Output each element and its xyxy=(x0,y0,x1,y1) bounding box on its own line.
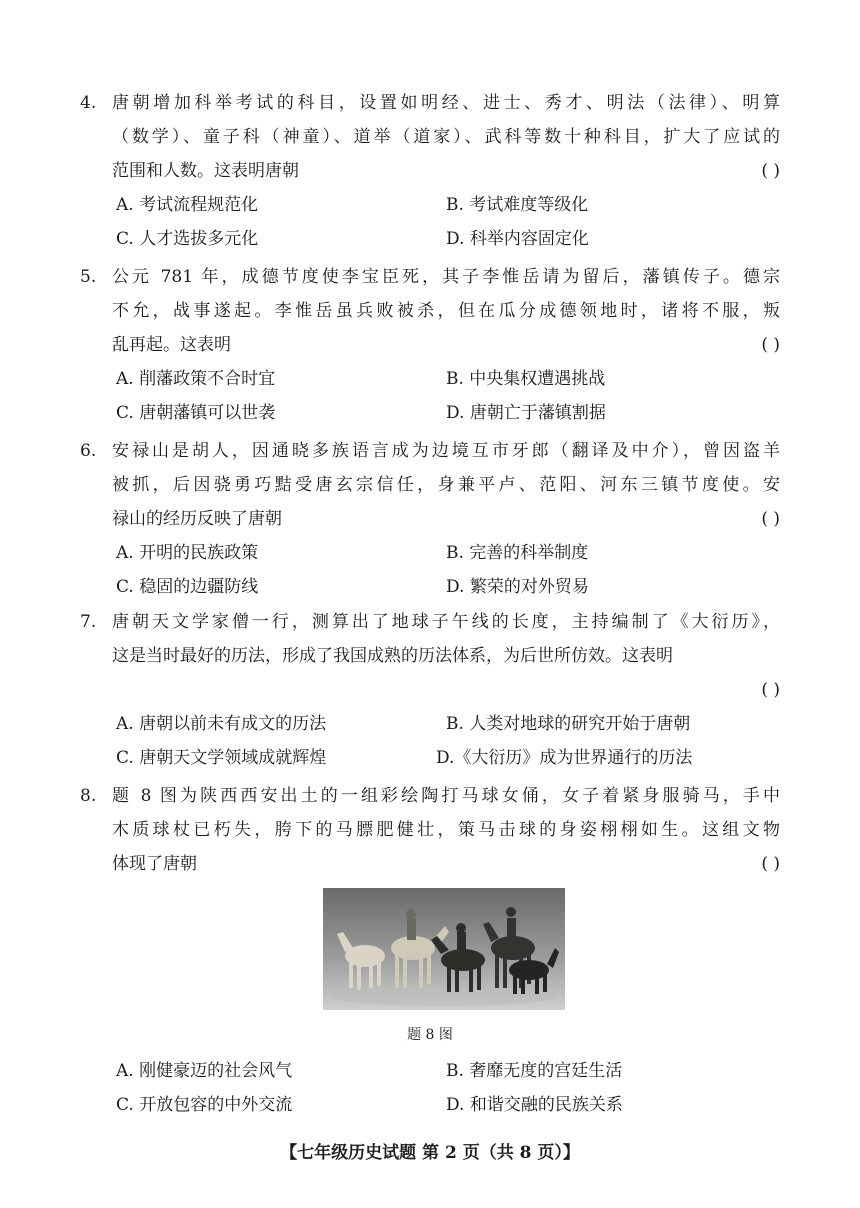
question-number: 7. xyxy=(80,612,97,632)
option-c: C. 人才选拔多元化 xyxy=(116,229,259,249)
question-text-line: 安禄山是胡人，因通晓多族语言成为边境互市牙郎（翻译及中介），曾因盗羊 xyxy=(112,441,780,461)
question-5 xyxy=(80,260,780,430)
figure-caption: 题 8 图 xyxy=(407,1027,453,1043)
question-number: 4. xyxy=(80,93,97,113)
page-footer: 【七年级历史试题 第 2 页（共 8 页）】 xyxy=(280,1143,580,1163)
question-text-line: 公元 781 年，成德节度使李宝臣死，其子李惟岳请为留后，藩镇传子。德宗 xyxy=(112,267,780,287)
question-text-line: 唐朝增加科举考试的科目，设置如明经、进士、秀才、明法（法律）、明算 xyxy=(112,93,780,113)
option-b: B. 考试难度等级化 xyxy=(446,195,589,215)
answer-blank: ( ) xyxy=(761,335,780,355)
answer-blank: ( ) xyxy=(761,854,780,874)
option-a: A. 考试流程规范化 xyxy=(116,195,259,215)
question-text-line: 被抓，后因骁勇巧黠受唐玄宗信任，身兼平卢、范阳、河东三镇节度使。安 xyxy=(112,475,780,495)
answer-blank: ( ) xyxy=(761,161,780,181)
question-text-line: 唐朝天文学家僧一行，测算出了地球子午线的长度，主持编制了《大衍历》， xyxy=(112,612,780,632)
question-text-line: 范围和人数。这表明唐朝 xyxy=(112,161,299,181)
option-c: C. 唐朝天文学领域成就辉煌 xyxy=(116,748,327,768)
option-d: D. 和谐交融的民族关系 xyxy=(446,1095,623,1115)
option-a: A. 刚健豪迈的社会风气 xyxy=(116,1061,293,1081)
question-text-line: 这是当时最好的历法，形成了我国成熟的历法体系，为后世所仿效。这表明 xyxy=(112,646,673,666)
polo-horse-figurines-photo xyxy=(323,888,565,1010)
question-text-line: （数学）、童子科（神童）、道举（道家）、武科等数十种科目，扩大了应试的 xyxy=(112,127,780,147)
option-b: B. 人类对地球的研究开始于唐朝 xyxy=(446,714,691,734)
option-b: B. 奢靡无度的宫廷生活 xyxy=(446,1061,623,1081)
question-number: 8. xyxy=(80,786,97,806)
question-8-options xyxy=(80,1054,780,1122)
question-text-line: 木质球杖已朽失，胯下的马膘肥健壮，策马击球的身姿栩栩如生。这组文物 xyxy=(112,820,780,840)
option-d: D. 科举内容固定化 xyxy=(446,229,589,249)
option-d: D. 繁荣的对外贸易 xyxy=(446,577,589,597)
option-b: B. 完善的科举制度 xyxy=(446,543,589,563)
question-text-line: 体现了唐朝 xyxy=(112,854,197,874)
option-c: C. 开放包容的中外交流 xyxy=(116,1095,293,1115)
answer-blank: ( ) xyxy=(761,680,780,700)
question-6 xyxy=(80,434,780,604)
answer-blank: ( ) xyxy=(761,509,780,529)
question-text-line: 题 8 图为陕西西安出土的一组彩绘陶打马球女俑，女子着紧身服骑马，手中 xyxy=(112,786,780,806)
option-a: A. 削藩政策不合时宜 xyxy=(116,369,276,389)
option-c: C. 唐朝藩镇可以世袭 xyxy=(116,403,276,423)
question-4 xyxy=(80,86,780,256)
option-d: D. 唐朝亡于藩镇割据 xyxy=(446,403,606,423)
option-a: A. 开明的民族政策 xyxy=(116,543,259,563)
option-b: B. 中央集权遭遇挑战 xyxy=(446,369,606,389)
option-d: D.《大衍历》成为世界通行的历法 xyxy=(436,748,693,768)
question-text-line: 禄山的经历反映了唐朝 xyxy=(112,509,282,529)
question-8 xyxy=(80,779,780,881)
option-a: A. 唐朝以前未有成文的历法 xyxy=(116,714,327,734)
question-7 xyxy=(80,605,780,775)
option-c: C. 稳固的边疆防线 xyxy=(116,577,259,597)
question-text-line: 乱再起。这表明 xyxy=(112,335,231,355)
question-number: 5. xyxy=(80,267,97,287)
question-text-line: 不允，战事遂起。李惟岳虽兵败被杀，但在瓜分成德领地时，诸将不服，叛 xyxy=(112,301,780,321)
question-number: 6. xyxy=(80,441,97,461)
